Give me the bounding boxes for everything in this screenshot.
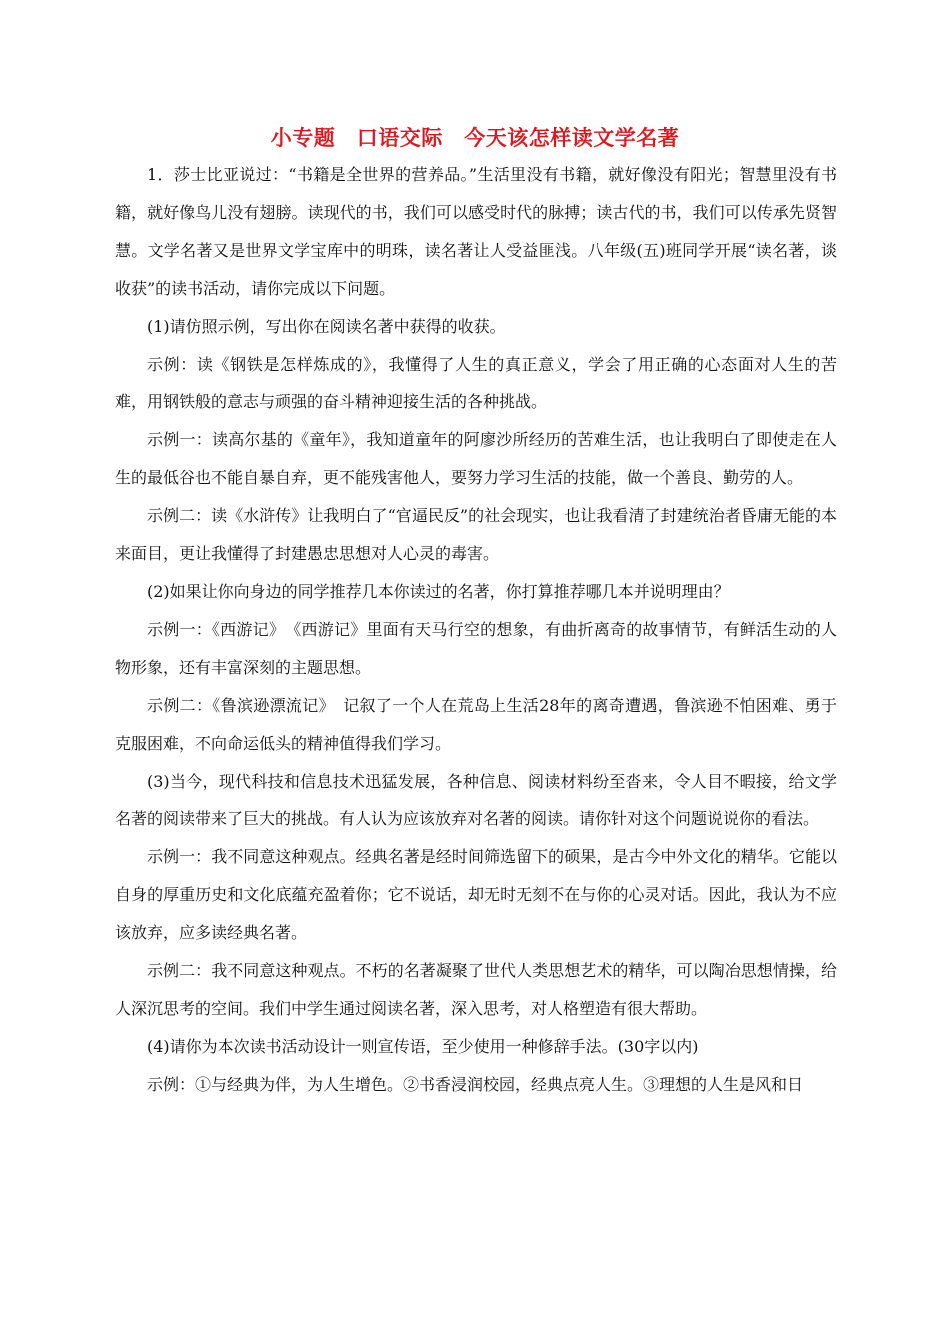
answer-1-example-2: 示例二：读《水浒传》让我明白了“官逼民反”的社会现实，也让我看清了封建统治者昏庸无能的本来面目，更让我懂得了封建愚忠思想对人心灵的毒害。 [115, 506, 837, 564]
answer-3-example-1: 示例一：我不同意这种观点。经典名著是经时间筛选留下的硕果，是古今中外文化的精华。它能以自身的厚重历史和文化底蕴充盈着你；它不说话，却无时无刻不在与你的心灵对话。因此，我认为不应该放弃，应多读经典名著。 [115, 847, 837, 943]
body-text [115, 156, 837, 1104]
answer-2-example-1: 示例一：《西游记》 《西游记》里面有天马行空的想象，有曲折离奇的故事情节，有鲜活生动的人物形象，还有丰富深刻的主题思想。 [115, 619, 837, 677]
intro-paragraph: 1．莎士比亚说过：“书籍是全世界的营养品。”生活里没有书籍，就好像没有阳光；智慧里没有书籍，就好像鸟儿没有翅膀。读现代的书，我们可以感受时代的脉搏；读古代的书，我们可以传承先贤智慧。文学名著又是世界文学宝库中的明珠，读名著让人受益匪浅。八年级(五)班同学开展“读名著，谈收获”的读书活动，请你完成以下问题。 [115, 165, 837, 298]
answer-1-example-1: 示例一：读高尔基的《童年》，我知道童年的阿廖沙所经历的苦难生活，也让我明白了即使走在人生的最低谷也不能自暴自弃，更不能残害他人，要努力学习生活的技能，做一个善良、勤劳的人。 [115, 430, 837, 488]
question-3: (3)当今，现代科技和信息技术迅猛发展，各种信息、阅读材料纷至沓来，令人目不暇接，给文学名著的阅读带来了巨大的挑战。有人认为应该放弃对名著的阅读。请你针对这个问题说说你的看法。 [115, 771, 837, 829]
answer-4-example: 示例：①与经典为伴，为人生增色。②书香浸润校园，经典点亮人生。③理想的人生是风和日 [147, 1074, 804, 1094]
question-2: (2)如果让你向身边的同学推荐几本你读过的名著，你打算推荐哪几本并说明理由？ [147, 581, 730, 601]
answer-2-example-2: 示例二：《鲁滨逊漂流记》 记叙了一个人在荒岛上生活28年的离奇遭遇，鲁滨逊不怕困难、勇于克服困难，不向命运低头的精神值得我们学习。 [115, 695, 837, 753]
question-1: (1)请仿照示例，写出你在阅读名著中获得的收获。 [147, 316, 506, 336]
page-title: 小专题 口语交际 今天该怎样读文学名著 [270, 126, 680, 150]
question-4: (4)请你为本次读书活动设计一则宣传语，至少使用一种修辞手法。(30字以内) [147, 1036, 699, 1056]
sample-paragraph: 示例：读《钢铁是怎样炼成的》，我懂得了人生的真正意义，学会了用正确的心态面对人生的苦难，用钢铁般的意志与顽强的奋斗精神迎接生活的各种挑战。 [115, 354, 837, 412]
answer-3-example-2: 示例二：我不同意这种观点。不朽的名著凝聚了世代人类思想艺术的精华，可以陶冶思想情操，给人深沉思考的空间。我们中学生通过阅读名著，深入思考，对人格塑造有很大帮助。 [115, 961, 837, 1018]
